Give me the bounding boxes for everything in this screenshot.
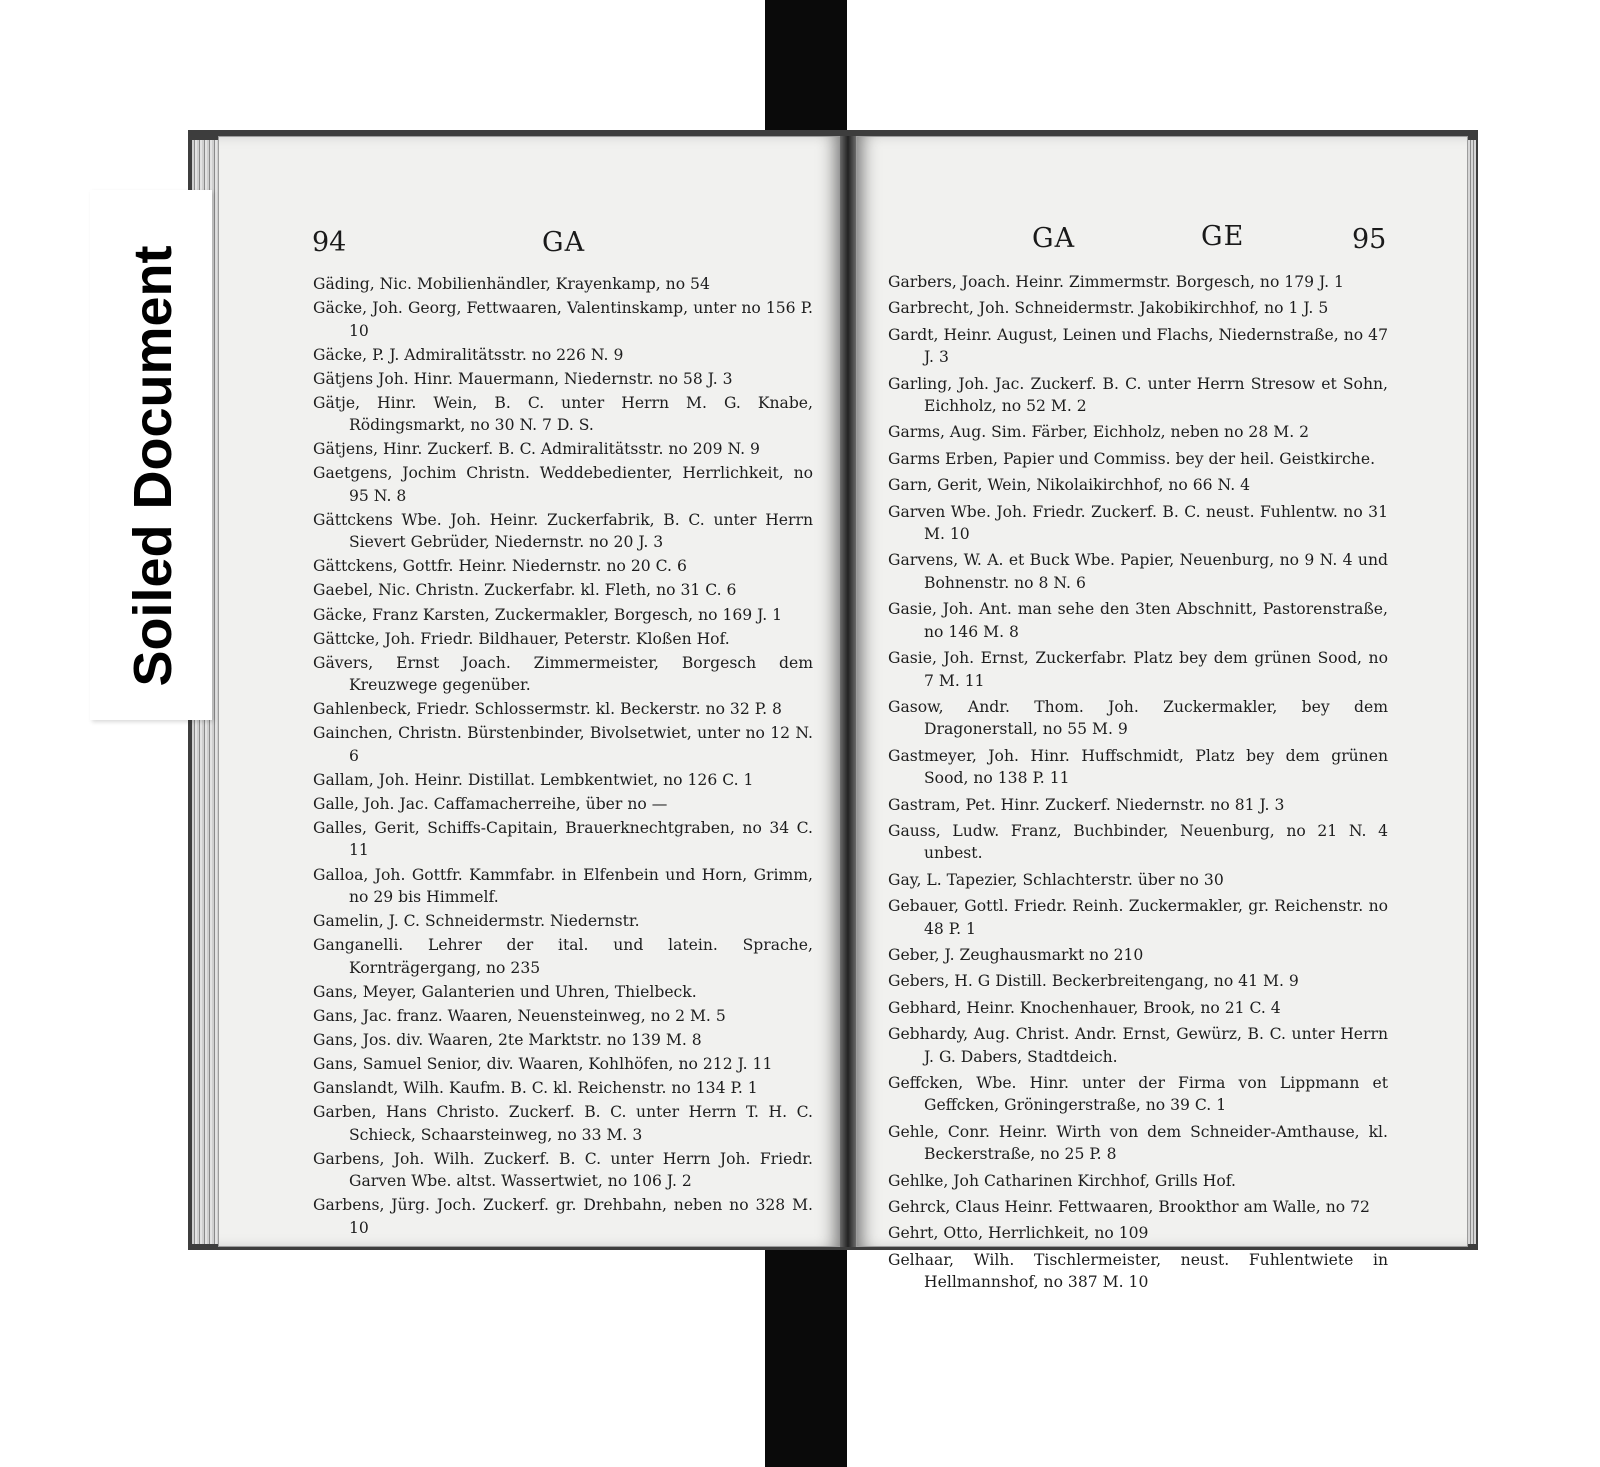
directory-entry: Gastram, Pet. Hinr. Zuckerf. Niedernstr. no 81 J. 3 [888,795,1285,814]
directory-entry: Gäcke, Franz Karsten, Zuckermakler, Borgesch, no 169 J. 1 [313,605,783,624]
directory-entry: Gehlke, Joh Catharinen Kirchhof, Grills Hof. [888,1171,1236,1190]
directory-entry: Gätjens, Hinr. Zuckerf. B. C. Admiralitätsstr. no 209 N. 9 [313,440,760,459]
left-page-entries [313,273,813,1241]
directory-entry: Gäcke, P. J. Admiralitätsstr. no 226 N. 9 [313,345,624,364]
directory-entry: Garbens, Joh. Wilh. Zuckerf. B. C. unter Herrn Joh. Friedr. Garven Wbe. altst. Wassertwiet, no 106 J. 2 [313,1149,813,1190]
directory-entry: Gahlenbeck, Friedr. Schlossermstr. kl. Beckerstr. no 32 P. 8 [313,700,782,719]
soiled-document-label-text: Soiled Document [123,245,184,687]
directory-entry: Gehrt, Otto, Herrlichkeit, no 109 [888,1224,1149,1243]
directory-entry: Garn, Gerit, Wein, Nikolaikirchhof, no 66 N. 4 [888,476,1251,495]
directory-entry: Galle, Joh. Jac. Caffamacherreihe, über no — [313,794,668,813]
directory-entry: Gans, Samuel Senior, div. Waaren, Kohlhöfen, no 212 J. 11 [313,1054,773,1073]
left-page-header: GA [542,227,586,258]
directory-entry: Garbens, Jürg. Joch. Zuckerf. gr. Drehbahn, neben no 328 M. 10 [313,1196,813,1237]
directory-entry: Gamelin, J. C. Schneidermstr. Niedernstr. [313,912,640,931]
directory-entry: Gebhardy, Aug. Christ. Andr. Ernst, Gewürz, B. C. unter Herrn J. G. Dabers, Stadtdeich. [888,1025,1388,1066]
directory-entry: Gätjens Joh. Hinr. Mauermann, Niedernstr. no 58 J. 3 [313,369,733,388]
directory-entry: Gasie, Joh. Ernst, Zuckerfabr. Platz bey dem grünen Sood, no 7 M. 11 [888,649,1388,690]
directory-entry: Garben, Hans Christo. Zuckerf. B. C. unter Herrn T. H. C. Schieck, Schaarsteinweg, no 33 M. 3 [313,1103,813,1144]
directory-entry: Gay, L. Tapezier, Schlachterstr. über no 30 [888,870,1224,889]
directory-entry: Garvens, W. A. et Buck Wbe. Papier, Neuenburg, no 9 N. 4 und Bohnenstr. no 8 N. 6 [888,551,1388,592]
directory-entry: Gebhard, Heinr. Knochenhauer, Brook, no 21 C. 4 [888,998,1281,1017]
directory-entry: Gehle, Conr. Heinr. Wirth von dem Schneider-Amthause, kl. Beckerstraße, no 25 P. 8 [888,1122,1388,1164]
directory-entry: Gans, Jos. div. Waaren, 2te Marktstr. no 139 M. 8 [313,1030,702,1049]
directory-entry: Gans, Jac. franz. Waaren, Neuensteinweg, no 2 M. 5 [313,1006,726,1025]
directory-entry: Gätje, Hinr. Wein, B. C. unter Herrn M. G. Knabe, Rödingsmarkt, no 30 N. 7 D. S. [313,393,813,435]
directory-entry: Gallam, Joh. Heinr. Distillat. Lembkentwiet, no 126 C. 1 [313,770,754,789]
directory-entry: Gainchen, Christn. Bürstenbinder, Bivolsetwiet, unter no 12 N. 6 [313,724,813,765]
directory-entry: Garling, Joh. Jac. Zuckerf. B. C. unter Herrn Stresow et Sohn, Eichholz, no 52 M. 2 [888,374,1388,416]
directory-entry: Gäding, Nic. Mobilienhändler, Krayenkamp, no 54 [313,275,710,293]
directory-entry: Geffcken, Wbe. Hinr. unter der Firma von Lippmann et Geffcken, Gröningerstraße, no 39 C. 1 [888,1074,1388,1115]
directory-entry: Garms Erben, Papier und Commiss. bey der heil. Geistkirche. [888,449,1376,468]
right-page-header-right: GE [1201,221,1245,252]
directory-entry: Galles, Gerit, Schiffs-Capitain, Brauerknechtgraben, no 34 C. 11 [313,819,813,860]
book-gutter [840,136,856,1247]
directory-entry: Gebers, H. G Distill. Beckerbreitengang, no 41 M. 9 [888,972,1299,991]
directory-entry: Gelhaar, Wilh. Tischlermeister, neust. Fuhlentwiete in Hellmannshof, no 387 M. 10 [888,1250,1388,1292]
soiled-document-label [90,190,212,720]
directory-entry: Gebauer, Gottl. Friedr. Reinh. Zuckermakler, gr. Reichenstr. no 48 P. 1 [888,897,1388,938]
directory-entry: Gardt, Heinr. August, Leinen und Flachs, Niedernstraße, no 47 J. 3 [888,325,1388,367]
directory-entry: Ganganelli. Lehrer der ital. und latein. Sprache, Kornträgergang, no 235 [313,936,813,977]
directory-entry: Garbers, Joach. Heinr. Zimmermstr. Borgesch, no 179 J. 1 [888,273,1344,291]
directory-entry: Ganslandt, Wilh. Kaufm. B. C. kl. Reichenstr. no 134 P. 1 [313,1079,758,1097]
right-page-number: 95 [1352,224,1387,255]
directory-entry: Gasow, Andr. Thom. Joh. Zuckermakler, bey dem Dragonerstall, no 55 M. 9 [888,697,1388,739]
directory-entry: Geber, J. Zeughausmarkt no 210 [888,945,1144,964]
right-page-entries [888,271,1388,1298]
directory-entry: Gans, Meyer, Galanterien und Uhren, Thielbeck. [313,982,697,1001]
directory-entry: Gättckens Wbe. Joh. Heinr. Zuckerfabrik, B. C. unter Herrn Sievert Gebrüder, Niedernstr. no 20 J. 3 [313,510,813,552]
directory-entry: Gasie, Joh. Ant. man sehe den 3ten Abschnitt, Pastorenstraße, no 146 M. 8 [888,600,1388,641]
directory-entry: Gättckens, Gottfr. Heinr. Niedernstr. no 20 C. 6 [313,557,687,576]
directory-entry: Gättcke, Joh. Friedr. Bildhauer, Peterstr. Kloßen Hof. [313,629,730,648]
directory-entry: Garven Wbe. Joh. Friedr. Zuckerf. B. C. neust. Fuhlentw. no 31 M. 10 [888,502,1388,544]
directory-entry: Gastmeyer, Joh. Hinr. Huffschmidt, Platz bey dem grünen Sood, no 138 P. 11 [888,746,1388,788]
right-page-header-left: GA [1032,223,1076,254]
directory-entry: Gehrck, Claus Heinr. Fettwaaren, Brookthor am Walle, no 72 [888,1198,1370,1217]
directory-entry: Garbrecht, Joh. Schneidermstr. Jakobikirchhof, no 1 J. 5 [888,299,1329,318]
page-edges-right [1468,140,1476,1244]
bookmark-ribbon-bottom [765,1236,847,1467]
directory-entry: Gaetgens, Jochim Christn. Weddebedienter, Herrlichkeit, no 95 N. 8 [313,464,813,505]
bookmark-ribbon-top [765,0,847,146]
left-page-number: 94 [312,227,347,258]
directory-entry: Galloa, Joh. Gottfr. Kammfabr. in Elfenbein und Horn, Grimm, no 29 bis Himmelf. [313,865,813,906]
directory-entry: Gävers, Ernst Joach. Zimmermeister, Borgesch dem Kreuzwege gegenüber. [313,653,813,695]
directory-entry: Gaebel, Nic. Christn. Zuckerfabr. kl. Fleth, no 31 C. 6 [313,581,737,600]
directory-entry: Gauss, Ludw. Franz, Buchbinder, Neuenburg, no 21 N. 4 unbest. [888,821,1388,863]
directory-entry: Garms, Aug. Sim. Färber, Eichholz, neben no 28 M. 2 [888,423,1310,442]
directory-entry: Gäcke, Joh. Georg, Fettwaaren, Valentinskamp, unter no 156 P. 10 [313,299,813,340]
